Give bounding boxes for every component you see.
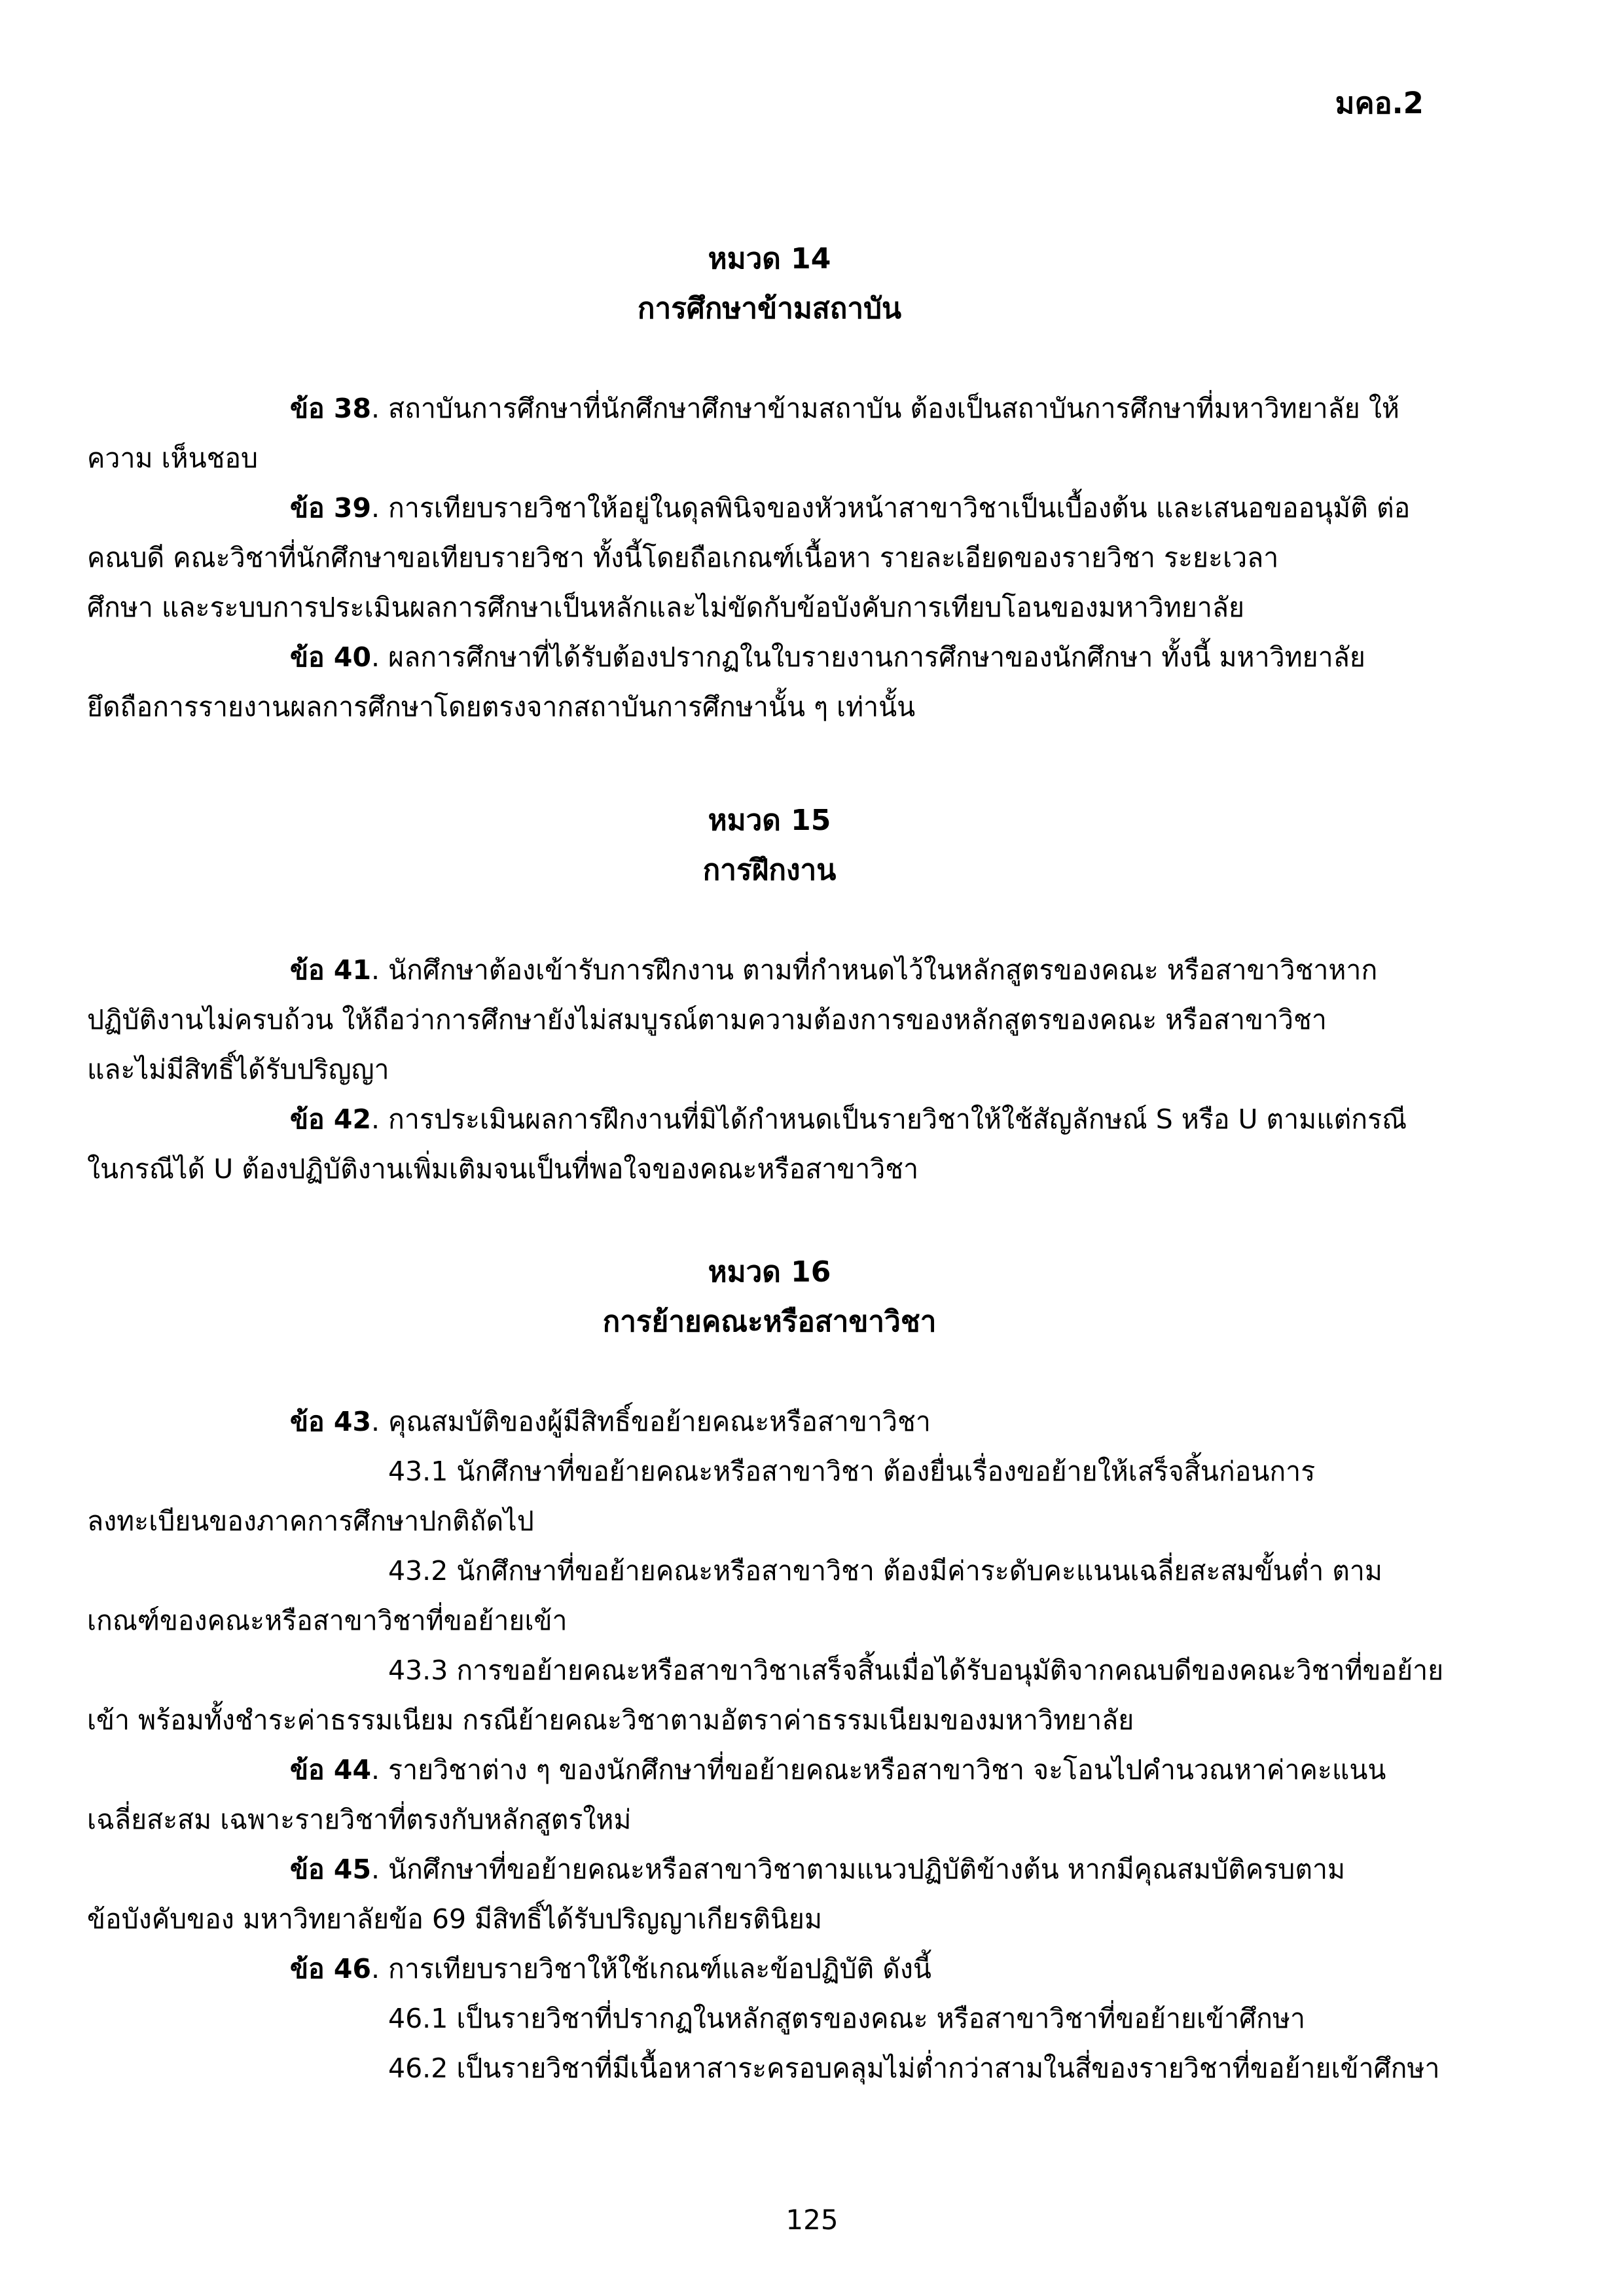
article-39-line-1 bbox=[87, 483, 1452, 533]
chapter-16-heading: หมวด 16 bbox=[708, 1255, 831, 1289]
article-42-line-2: ในกรณีได้ U ต้องปฏิบัติงานเพิ่มเติมจนเป็นที่พอใจของคณะหรือสาขาวิชา bbox=[87, 1153, 919, 1185]
clause-43-1 bbox=[87, 1446, 1452, 1546]
article-39 bbox=[87, 483, 1452, 632]
article-45-line-2: ข้อบังคับของ มหาวิทยาลัยข้อ 69 มีสิทธิ์ได้รับปริญญาเกียรตินิยม bbox=[87, 1903, 822, 1935]
article-44-label: ข้อ 44 bbox=[290, 1754, 371, 1785]
article-39-label: ข้อ 39 bbox=[290, 492, 371, 524]
chapter-15-heading: หมวด 15 bbox=[708, 804, 831, 837]
article-42-text: . การประเมินผลการฝึกงานที่มิได้กำหนดเป็นรายวิชาให้ใช้สัญลักษณ์ S หรือ U ตามแต่กรณี bbox=[370, 1103, 1407, 1135]
clause-43-1-line-1: 43.1 นักศึกษาที่ขอย้ายคณะหรือสาขาวิชา ต้องยื่นเรื่องขอย้ายให้เสร็จสิ้นก่อนการ bbox=[388, 1456, 1316, 1487]
chapter-16 bbox=[87, 1247, 1452, 2093]
article-41-line-2: ปฏิบัติงานไม่ครบถ้วน ให้ถือว่าการศึกษายังไม่สมบูรณ์ตามความต้องการของหลักสูตรของคณะ หรือสาขาวิชา bbox=[87, 1004, 1327, 1035]
article-43-label: ข้อ 43 bbox=[290, 1406, 371, 1437]
article-41-text: . นักศึกษาต้องเข้ารับการฝึกงาน ตามที่กำหนดไว้ในหลักสูตรของคณะ หรือสาขาวิชาหาก bbox=[370, 954, 1378, 986]
article-41 bbox=[87, 945, 1452, 1094]
clause-43-3-line-2: เข้า พร้อมทั้งชำระค่าธรรมเนียม กรณีย้ายคณะวิชาตามอัตราค่าธรรมเนียมของมหาวิทยาลัย bbox=[87, 1704, 1134, 1736]
spacer bbox=[87, 895, 1452, 945]
clause-46-2 bbox=[87, 2043, 1452, 2093]
article-45-label: ข้อ 45 bbox=[290, 1854, 371, 1885]
article-46-text: . การเทียบรายวิชาให้ใช้เกณฑ์และข้อปฏิบัติ ดังนี้ bbox=[370, 1953, 931, 1984]
article-40 bbox=[87, 632, 1452, 732]
article-40-line-1 bbox=[87, 632, 1452, 682]
document-body bbox=[87, 234, 1452, 2093]
article-41-line-3: และไม่มีสิทธิ์ได้รับปริญญา bbox=[87, 1054, 389, 1085]
article-42-label: ข้อ 42 bbox=[290, 1103, 371, 1135]
doc-code-label: มคอ.2 bbox=[1335, 86, 1424, 120]
article-41-label: ข้อ 41 bbox=[290, 954, 371, 986]
article-43-text: . คุณสมบัติของผู้มีสิทธิ์ขอย้ายคณะหรือสาขาวิชา bbox=[370, 1406, 931, 1437]
chapter-14 bbox=[87, 234, 1452, 732]
article-40-label: ข้อ 40 bbox=[290, 641, 371, 673]
clause-46-2-line-1: 46.2 เป็นรายวิชาที่มีเนื้อหาสาระครอบคลุมไม่ต่ำกว่าสามในสี่ของรายวิชาที่ขอย้ายเข้าศึกษา bbox=[388, 2053, 1440, 2084]
chapter-15-title: การฝึกงาน bbox=[702, 853, 837, 887]
chapter-14-heading: หมวด 14 bbox=[708, 242, 831, 276]
clause-43-2-line-2: เกณฑ์ของคณะหรือสาขาวิชาที่ขอย้ายเข้า bbox=[87, 1605, 568, 1636]
article-39-text: . การเทียบรายวิชาให้อยู่ในดุลพินิจของหัวหน้าสาขาวิชาเป็นเบื้องต้น และเสนอขออนุมัติ ต่อ bbox=[370, 492, 1411, 524]
article-39-line-2: คณบดี คณะวิชาที่นักศึกษาขอเทียบรายวิชา ทั้งนี้โดยถือเกณฑ์เนื้อหา รายละเอียดของรายวิชา ระยะเวลา bbox=[87, 542, 1279, 573]
clause-46-1 bbox=[87, 1994, 1452, 2043]
spacer bbox=[87, 1347, 1452, 1397]
clause-43-2 bbox=[87, 1546, 1452, 1645]
article-42 bbox=[87, 1094, 1452, 1194]
article-45 bbox=[87, 1844, 1452, 1944]
clause-43-3-line-1: 43.3 การขอย้ายคณะหรือสาขาวิชาเสร็จสิ้นเมื่อได้รับอนุมัติจากคณบดีของคณะวิชาที่ขอย้าย bbox=[388, 1655, 1444, 1686]
article-44-text: . รายวิชาต่าง ๆ ของนักศึกษาที่ขอย้ายคณะหรือสาขาวิชา จะโอนไปคำนวณหาค่าคะแนน bbox=[370, 1754, 1386, 1785]
article-42-line-1 bbox=[87, 1094, 1452, 1144]
article-38-line-2: ความ เห็นชอบ bbox=[87, 442, 259, 474]
clause-46-1-line-1: 46.1 เป็นรายวิชาที่ปรากฏในหลักสูตรของคณะ หรือสาขาวิชาที่ขอย้ายเข้าศึกษา bbox=[388, 2003, 1306, 2034]
article-46-line-1 bbox=[87, 1944, 1452, 1994]
article-45-text: . นักศึกษาที่ขอย้ายคณะหรือสาขาวิชาตามแนวปฏิบัติข้างต้น หากมีคุณสมบัติครบตาม bbox=[370, 1854, 1345, 1885]
chapter-15 bbox=[87, 796, 1452, 1194]
article-46 bbox=[87, 1944, 1452, 1994]
article-40-text: . ผลการศึกษาที่ได้รับต้องปรากฏในใบรายงานการศึกษาของนักศึกษา ทั้งนี้ มหาวิทยาลัย bbox=[370, 641, 1365, 673]
article-40-line-2: ยึดถือการรายงานผลการศึกษาโดยตรงจากสถาบันการศึกษานั้น ๆ เท่านั้น bbox=[87, 691, 916, 723]
spacer bbox=[87, 334, 1452, 384]
article-44-line-2: เฉลี่ยสะสม เฉพาะรายวิชาที่ตรงกับหลักสูตรใหม่ bbox=[87, 1804, 632, 1835]
article-38-label: ข้อ 38 bbox=[290, 393, 371, 424]
clause-43-3 bbox=[87, 1645, 1452, 1745]
clause-43-2-line-1: 43.2 นักศึกษาที่ขอย้ายคณะหรือสาขาวิชา ต้องมีค่าระดับคะแนนเฉลี่ยสะสมขั้นต่ำ ตาม bbox=[388, 1555, 1382, 1587]
article-38-text: . สถาบันการศึกษาที่นักศึกษาศึกษาข้ามสถาบัน ต้องเป็นสถาบันการศึกษาที่มหาวิทยาลัย ให้ bbox=[370, 393, 1399, 424]
article-44 bbox=[87, 1745, 1452, 1844]
article-41-line-1 bbox=[87, 945, 1452, 995]
chapter-16-title: การย้ายคณะหรือสาขาวิชา bbox=[602, 1305, 937, 1338]
chapter-14-title: การศึกษาข้ามสถาบัน bbox=[637, 292, 902, 325]
article-43 bbox=[87, 1397, 1452, 1446]
clause-43-1-line-2: ลงทะเบียนของภาคการศึกษาปกติถัดไป bbox=[87, 1505, 534, 1537]
article-46-label: ข้อ 46 bbox=[290, 1953, 371, 1984]
article-44-line-1 bbox=[87, 1745, 1452, 1795]
article-38-line-1 bbox=[87, 384, 1452, 433]
page-number: 125 bbox=[785, 2204, 839, 2236]
article-43-line-1 bbox=[87, 1397, 1452, 1446]
article-45-line-1 bbox=[87, 1844, 1452, 1894]
article-38 bbox=[87, 384, 1452, 483]
article-39-line-3: ศึกษา และระบบการประเมินผลการศึกษาเป็นหลักและไม่ขัดกับข้อบังคับการเทียบโอนของมหาวิทยาลัย bbox=[87, 592, 1245, 623]
